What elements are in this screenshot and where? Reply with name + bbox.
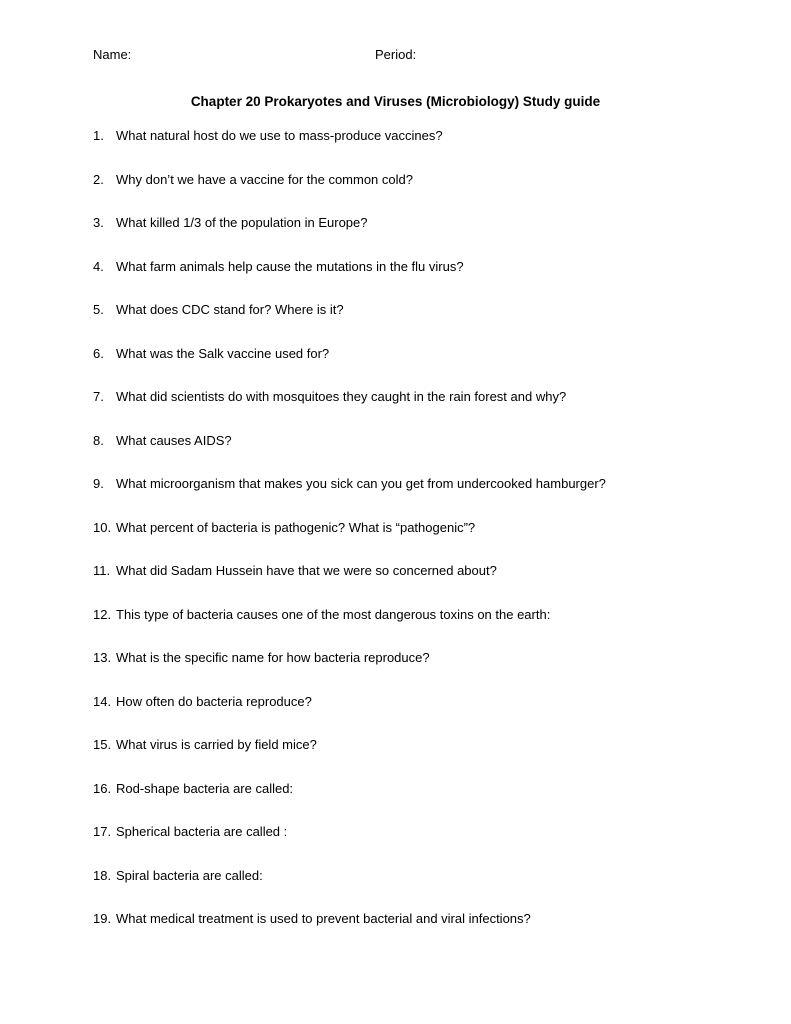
- question-text: What microorganism that makes you sick can you get from undercooked hamburger?: [116, 476, 606, 491]
- question-text: Spiral bacteria are called:: [116, 867, 263, 883]
- header-row: [93, 47, 713, 65]
- question-number: 17.: [93, 824, 112, 839]
- question-item: [93, 824, 733, 868]
- question-number: 15.: [93, 737, 112, 752]
- question-item: [93, 128, 733, 172]
- question-text: This type of bacteria causes one of the most dangerous toxins on the earth:: [116, 606, 551, 622]
- question-number: 12.: [93, 606, 112, 622]
- question-text: What does CDC stand for? Where is it?: [116, 302, 344, 317]
- question-number: 3.: [93, 215, 104, 230]
- question-number: 9.: [93, 476, 104, 491]
- question-item: [93, 389, 733, 433]
- question-item: [93, 476, 733, 520]
- question-list: [93, 128, 733, 955]
- question-text: What percent of bacteria is pathogenic? What is “pathogenic”?: [116, 519, 476, 535]
- question-text: What farm animals help cause the mutations in the flu virus?: [116, 258, 464, 274]
- question-item: [93, 302, 733, 346]
- question-item: [93, 433, 733, 477]
- question-number: 6.: [93, 345, 104, 361]
- question-number: 19.: [93, 911, 112, 926]
- name-label: Name:: [93, 47, 132, 62]
- question-number: 7.: [93, 389, 104, 404]
- question-text: What did Sadam Hussein have that we were so concerned about?: [116, 563, 497, 578]
- question-text: What virus is carried by field mice?: [116, 737, 317, 752]
- question-text: What killed 1/3 of the population in Europe?: [116, 215, 368, 230]
- question-number: 18.: [93, 867, 112, 883]
- question-item: [93, 737, 733, 781]
- question-text: What did scientists do with mosquitoes they caught in the rain forest and why?: [116, 389, 567, 404]
- question-item: [93, 346, 733, 390]
- question-text: What causes AIDS?: [116, 432, 232, 448]
- period-label: Period:: [375, 47, 417, 62]
- question-text: What natural host do we use to mass-produce vaccines?: [116, 128, 443, 143]
- page-title: Chapter 20 Prokaryotes and Viruses (Microbiology) Study guide: [190, 94, 601, 109]
- question-item: [93, 868, 733, 912]
- question-item: [93, 781, 733, 825]
- question-item: [93, 694, 733, 738]
- question-number: 1.: [93, 128, 104, 143]
- question-number: 5.: [93, 302, 104, 317]
- question-number: 16.: [93, 780, 112, 796]
- question-item: [93, 259, 733, 303]
- question-item: [93, 215, 733, 259]
- question-text: Why don’t we have a vaccine for the common cold?: [116, 171, 413, 187]
- question-number: 2.: [93, 171, 104, 187]
- question-number: 4.: [93, 258, 104, 274]
- question-number: 14.: [93, 693, 112, 709]
- question-number: 13.: [93, 650, 112, 665]
- question-text: Spherical bacteria are called :: [116, 824, 288, 839]
- question-item: [93, 911, 733, 955]
- question-text: How often do bacteria reproduce?: [116, 693, 312, 709]
- question-text: Rod-shape bacteria are called:: [116, 780, 294, 796]
- question-text: What is the specific name for how bacteria reproduce?: [116, 650, 430, 665]
- question-item: [93, 650, 733, 694]
- question-number: 11.: [93, 563, 111, 578]
- question-item: [93, 607, 733, 651]
- question-text: What was the Salk vaccine used for?: [116, 345, 330, 361]
- question-item: [93, 172, 733, 216]
- question-number: 8.: [93, 432, 104, 448]
- question-item: [93, 520, 733, 564]
- question-number: 10.: [93, 519, 112, 535]
- question-text: What medical treatment is used to prevent bacterial and viral infections?: [116, 911, 531, 926]
- question-item: [93, 563, 733, 607]
